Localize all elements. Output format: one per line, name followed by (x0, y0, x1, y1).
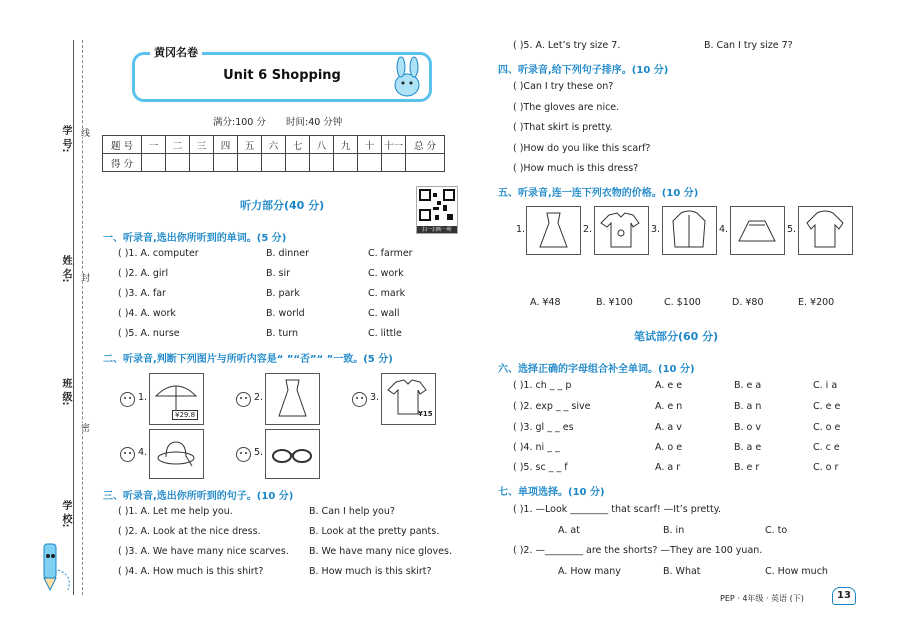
qr-code[interactable] (416, 186, 458, 234)
clothing-picture-2 (594, 206, 649, 255)
score-table-header-row (103, 136, 445, 154)
sweater-icon (799, 207, 852, 254)
tshirt-icon (595, 207, 648, 254)
pencil-mascot-icon (28, 540, 78, 595)
picture-label: 1. (516, 224, 526, 235)
hat-picture (149, 429, 204, 479)
writing-heading: 笔试部分(60 分) (634, 330, 719, 343)
score-input-cell[interactable] (406, 154, 445, 172)
dress-icon (527, 207, 580, 254)
section4-item: ( )Can I try these on? (513, 81, 614, 92)
section4-item: ( )How do you like this scarf? (513, 143, 651, 154)
picture-label: 3. (651, 224, 661, 235)
score-input-cell[interactable] (166, 154, 190, 172)
student-number-label: 学 号: (60, 125, 71, 153)
price-option: E. ¥200 (798, 297, 835, 308)
score-input-cell[interactable] (382, 154, 406, 172)
score-table-cell: 七 (286, 136, 310, 154)
clothing-picture-5 (798, 206, 853, 255)
clothing-picture-3 (662, 206, 717, 255)
listening-heading: 听力部分(40 分) (240, 199, 325, 212)
section3-title: 三、听录音,选出你所听到的句子。(10 分) (103, 491, 294, 502)
smiley-face-icon[interactable] (352, 392, 367, 407)
cut-mark-2: 封 (79, 273, 89, 282)
score-input-cell[interactable] (238, 154, 262, 172)
cut-mark-3: 密 (79, 423, 89, 432)
student-name-label: 姓 名: (60, 255, 71, 283)
score-table (102, 135, 445, 172)
qr-caption: 扫一扫听一听 (417, 226, 457, 233)
cut-line (82, 40, 83, 595)
section4-item: ( )That skirt is pretty. (513, 122, 613, 133)
full-marks: 满分:100 分 (213, 117, 266, 128)
bunny-mascot-icon (383, 55, 428, 100)
margin-line (73, 40, 74, 595)
section7-question: ( )2. —________ are the shorts? —They are 100 yuan. (513, 545, 763, 556)
umbrella-picture (149, 373, 204, 425)
section5-title: 五、听录音,连一连下列衣物的价格。(10 分) (498, 188, 699, 199)
score-input-cell[interactable] (262, 154, 286, 172)
score-input-cell[interactable] (214, 154, 238, 172)
score-table-cell: 六 (262, 136, 286, 154)
shirt-picture (381, 373, 436, 425)
footer-text: PEP · 4年级 · 英语 (下) (720, 594, 804, 603)
dress-picture (265, 373, 320, 425)
score-row-label: 得 分 (103, 154, 142, 172)
section4-item: ( )How much is this dress? (513, 163, 639, 174)
score-input-cell[interactable] (310, 154, 334, 172)
section7-question: ( )1. —Look ________ that scarf! —It’s pretty. (513, 504, 722, 515)
score-input-cell[interactable] (142, 154, 166, 172)
score-table-cell: 三 (190, 136, 214, 154)
glasses-picture (265, 429, 320, 479)
price-option: B. ¥100 (596, 297, 633, 308)
score-table-cell: 总 分 (406, 136, 445, 154)
glasses-icon (266, 430, 319, 478)
price-option: D. ¥80 (732, 297, 764, 308)
section4-title: 四、听录音,给下列句子排序。(10 分) (498, 65, 669, 76)
picture-label: 2. (583, 224, 593, 235)
picture-label: 1. (138, 392, 148, 403)
jacket-icon (663, 207, 716, 254)
score-table-cell: 十一 (382, 136, 406, 154)
score-table-cell: 四 (214, 136, 238, 154)
section7-title: 七、单项选择。(10 分) (498, 487, 605, 498)
score-table-cell: 二 (166, 136, 190, 154)
smiley-face-icon[interactable] (120, 392, 135, 407)
page-number: 13 (832, 587, 856, 605)
dress-icon (266, 374, 319, 424)
exam-time: 时间:40 分钟 (286, 117, 343, 128)
picture-label: 4. (138, 447, 148, 458)
price-tag: ¥15 (418, 410, 433, 418)
score-input-cell[interactable] (358, 154, 382, 172)
brand-logo: 黄冈名卷 (150, 44, 202, 60)
price-tag: ¥29.8 (172, 410, 198, 420)
section6-title: 六、选择正确的字母组合补全单词。(10 分) (498, 364, 695, 375)
picture-label: 3. (370, 392, 380, 403)
score-table-cell: 十 (358, 136, 382, 154)
score-table-cell: 八 (310, 136, 334, 154)
score-input-cell[interactable] (190, 154, 214, 172)
picture-label: 5. (787, 224, 797, 235)
score-input-cell[interactable] (286, 154, 310, 172)
score-table-cell: 五 (238, 136, 262, 154)
section4-item: ( )The gloves are nice. (513, 102, 620, 113)
score-table-cell: 九 (334, 136, 358, 154)
school-label: 学 校: (60, 500, 71, 528)
picture-label: 4. (719, 224, 729, 235)
smiley-face-icon[interactable] (120, 447, 135, 462)
score-table-cell: 一 (142, 136, 166, 154)
price-option: A. ¥48 (530, 297, 561, 308)
section2-title: 二、听录音,判断下列图片与所听内容是“ ”“否”“ ”一致。(5 分) (103, 354, 393, 365)
smiley-face-icon[interactable] (236, 447, 251, 462)
clothing-picture-4 (730, 206, 785, 255)
price-option: C. $100 (664, 297, 701, 308)
cut-mark-1: 线 (79, 128, 89, 137)
hat-icon (150, 430, 203, 478)
class-label: 班 级: (60, 378, 71, 406)
score-input-cell[interactable] (334, 154, 358, 172)
picture-label: 2. (254, 392, 264, 403)
score-table-cell: 题 号 (103, 136, 142, 154)
score-table-score-row (103, 154, 445, 172)
section1-title: 一、听录音,选出你所听到的单词。(5 分) (103, 233, 287, 244)
clothing-picture-1 (526, 206, 581, 255)
skirt-icon (731, 207, 784, 254)
smiley-face-icon[interactable] (236, 392, 251, 407)
qr-code-icon (417, 187, 457, 223)
unit-title: Unit 6 Shopping (223, 68, 341, 83)
picture-label: 5. (254, 447, 264, 458)
